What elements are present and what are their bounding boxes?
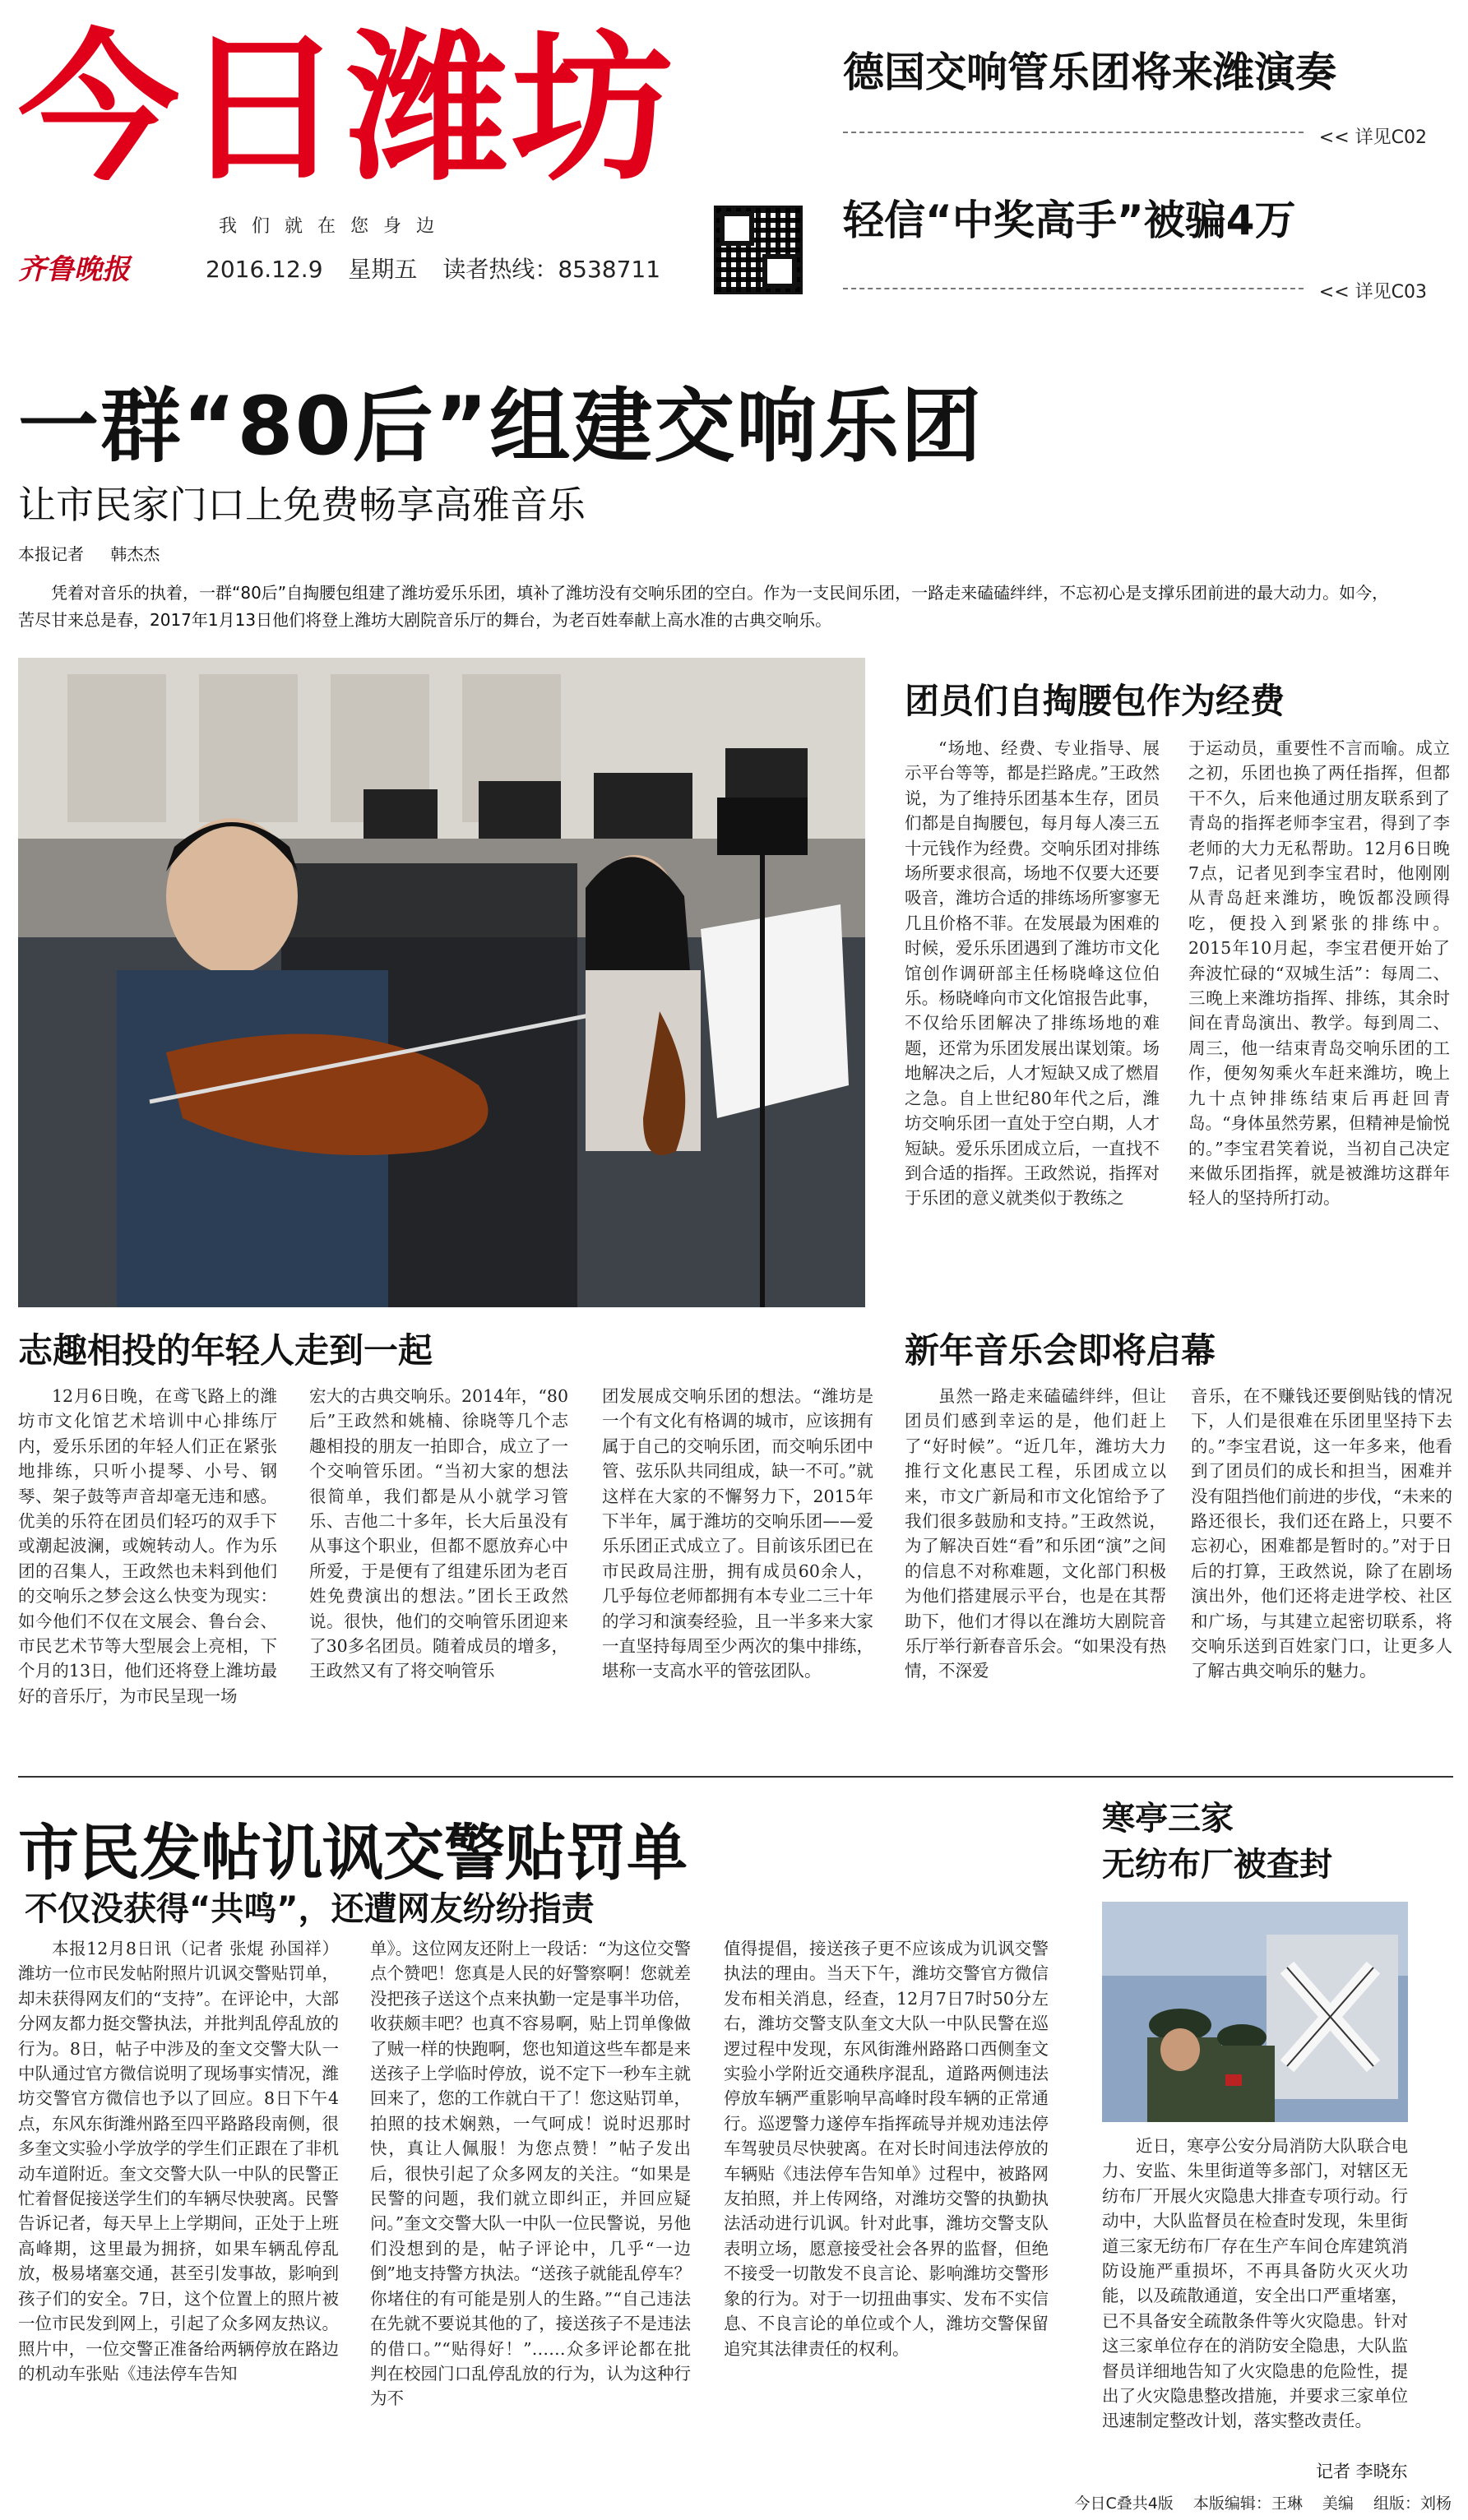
section-funding-col-a	[905, 736, 1160, 1295]
section-funding-col-b	[1188, 736, 1450, 1295]
teaser-divider-1	[843, 132, 1304, 133]
footer-editor: 本版编辑：王琳	[1192, 2495, 1303, 2513]
section-concert-col-a	[905, 1384, 1166, 1746]
story2-text-b: 单》。这位网友还附上一段话：“为这位交警点个赞吧！您真是人民的好警察啊！您就差没把孩子送这个点来执勤一定是事半功倍，收获颇丰吧？也真不容易啊，贴上罚单像做了贼一样的快跑啊，您也知道这些车都是来送孩子上学临时停放，说不定下一秒车主就回来了，您的工作就白干了！您这贴罚单，拍照的技术娴熟，一气呵成！说时迟那时快，真让人佩服！为您点赞！”帖子发出后，很快引起了众多网友的关注。“如果是民警的问题，我们就立即纠正，并回应疑问。”奎文交警大队一中队一位民警说，另他们没想到的是，帖子评论中，几乎“一边倒”地支持警方执法。“送孩子就能乱停车？你堵住的有可能是别人的生路。”“自己违法在先就不要说其他的了，接送孩子不是违法的借口。”“贴得好！”……众多评论都在批判在校园门口乱停乱放的行为，认为这种行为不	[370, 1939, 691, 2409]
section-funding-text-b: 于运动员，重要性不言而喻。成立之初，乐团也换了两任指挥，但都干不久，后来他通过朋友联系到了青岛的指挥老师李宝君，得到了李老师的大力无私帮助。12月6日晚7点，记者见到李宝君时，他刚刚从青岛赶来潍坊，晚饭都没顾得吃，便投入到紧张的排练中。2015年10月起，李宝君便开始了奔波忙碌的“双城生活”：每周二、三晚上来潍坊指挥、排练，其余时间在青岛演出、教学。每到周二、周三，他一结束青岛交响乐团的工作，便匆匆乘火车赶来潍坊，晚上九十点钟排练结束后再赶回青岛。“身体虽然劳累，但精神是愉悦的。”李宝君笑着说，当初自己决定来做乐团指挥，就是被潍坊这群年轻人的坚持所打动。	[1188, 738, 1450, 1209]
qr-code	[714, 206, 803, 294]
teaser-divider-2	[843, 288, 1304, 289]
section-like-minded-col-c	[602, 1384, 873, 1746]
lead-byline	[18, 541, 181, 565]
story2-subheadline: 不仅没获得“共鸣”，还遭网友纷纷指责	[25, 1890, 595, 1928]
story2-text-c: 值得提倡，接送孩子更不应该成为讥讽交警执法的理由。当天下午，潍坊交警官方微信发布相关消息，经查，12月7日7时50分左右，潍坊交警支队奎文大队一中队民警在巡逻过程中发现，东风街潍州路路口西侧奎文实验小学附近交通秩序混乱，道路两侧违法停放车辆严重影响早高峰时段车辆的正常通行。巡逻警力遂停车指挥疏导并规劝违法停车驾驶员尽快驶离。在对长时间违法停放的车辆贴《违法停车告知单》过程中，被路网友拍照，并上传网络，对潍坊交警的执勤执法活动进行讥讽。针对此事，潍坊交警支队表明立场，愿意接受社会各界的监督，但绝不接受一切散发不良言论、影响潍坊交警形象的行为。对于一切扭曲事实、发布不实信息、不良言论的单位或个人，潍坊交警保留追究其法律责任的权利。	[724, 1939, 1049, 2359]
reader-hotline: 读者热线：8538711	[442, 256, 661, 283]
masthead-logo: 今日潍坊	[18, 16, 677, 203]
story3-headline-line1: 寒亭三家	[1102, 1800, 1234, 1838]
section-like-minded-col-b	[309, 1384, 568, 1746]
footer-art-editor: 美编	[1322, 2495, 1354, 2513]
story2-headline: 市民发帖讥讽交警贴罚单	[18, 1818, 688, 1889]
section-concert-col-b	[1191, 1384, 1452, 1746]
story3-reporter: 记者 李晓东	[1316, 2462, 1408, 2481]
byline-name: 韩杰杰	[110, 544, 160, 564]
issue-date: 2016.12.9	[206, 256, 323, 283]
footer-page-info: 今日C叠共4版	[1074, 2495, 1174, 2513]
section-funding-text-a: “场地、经费、专业指导、展示平台等等，都是拦路虎。”王政然说，为了维持乐团基本生存，团员们都是自掏腰包，每月每人凑三五十元钱作为经费。交响乐团对排练场所要求很高，场地不仅要大还要吸音，潍坊合适的排练场所寥寥无几且价格不菲。在发展最为困难的时候，爱乐乐团遇到了潍坊市文化馆创作调研部主任杨晓峰这位伯乐。杨晓峰向市文化馆报告此事，不仅给乐团解决了排练场地的难题，还常为乐团发展出谋划策。场地解决之后，人才短缺又成了燃眉之急。自上世纪80年代之后，潍坊交响乐团一直处于空白期，人才短缺。爱乐乐团成立后，一直找不到合适的指挥。王政然说，指挥对于乐团的意义就类似于教练之	[905, 738, 1160, 1209]
section-like-minded-col-a	[18, 1384, 277, 1746]
byline-label: 本报记者	[18, 544, 84, 564]
section-head-concert: 新年音乐会即将启幕	[905, 1330, 1216, 1371]
paper-brand: 齐鲁晚报	[18, 253, 130, 286]
story3-text: 近日，寒亭公安分局消防大队联合电力、安监、朱里街道等多部门，对辖区无纺布厂开展火灾隐患大排查专项行动。行动中，大队监督员在检查时发现，朱里街道三家无纺布厂存在生产车间仓库建筑消防设施严重损坏，不再具备防火灭火功能，以及疏散通道，安全出口严重堵塞，已不具备安全疏散条件等火灾隐患。针对这三家单位存在的消防安全隐患，大队监督员详细地告知了火灾隐患的危险性，提出了火灾隐患整改措施，并要求三家单位迅速制定整改计划，落实整改责任。	[1102, 2136, 1408, 2431]
teaser-ref-2[interactable]: << 详见C03	[1318, 282, 1427, 303]
masthead-slogan: 我们就在您身边	[219, 216, 450, 237]
section-concert-text-b: 音乐，在不赚钱还要倒贴钱的情况下，人们是很难在乐团里坚持下去的。”李宝君说，这一年多来，他看到了团员们的成长和担当，困难并没有阻挡他们前进的步伐，“未来的路还很长，我们还在路上，只要不忘初心，困难都是暂时的。”对于日后的打算，王政然说，除了在剧场演出外，他们还将走进学校、社区和广场，与其建立起密切联系，将交响乐送到百姓家门口，让更多人了解古典交响乐的魅力。	[1191, 1386, 1452, 1681]
story2-text-a: 本报12月8日讯（记者 张焜 孙国祥）潍坊一位市民发帖附照片讥讽交警贴罚单，却未获得网友们的“支持”。在评论中，大部分网友都力挺交警执法，并批判乱停乱放的行为。8日，帖子中涉及的奎文交警大队一中队通过官方微信说明了现场事实情况，潍坊交警官方微信也予以了回应。8日下午4点，东风东街潍州路至四平路路段南侧，很多奎文实验小学放学的学生们正跟在了非机动车道附近。奎文交警大队一中队的民警正忙着督促接送学生们的车辆尽快驶离。民警告诉记者，每天早上上学期间，正处于上班高峰期，这里最为拥挤，如果车辆乱停乱放，极易堵塞交通，甚至引发事故，影响到孩子们的安全。7日，这个位置上的照片被一位市民发到网上，引起了众多网友热议。照片中，一位交警正准备给两辆停放在路边的机动车张贴《违法停车告知	[18, 1939, 339, 2384]
orchestra-rehearsal-photo	[18, 658, 865, 1307]
teaser-title-1[interactable]: 德国交响管乐团将来潍演奏	[843, 49, 1336, 96]
issue-line	[206, 252, 678, 284]
section-like-minded-text-a: 12月6日晚，在鸢飞路上的潍坊市文化馆艺术培训中心排练厅内，爱乐乐团的年轻人们正在紧张地排练，只听小提琴、小号、钢琴、架子鼓等声音却毫无违和感。优美的乐符在团员们轻巧的双手下或潮起波澜，或婉转动人。作为乐团的召集人，王政然也未料到他们的交响乐之梦会这么快变为现实：如今他们不仅在文展会、鲁台会、市民艺术节等大型展会上亮相，下个月的13日，他们还将登上潍坊最好的音乐厅，为市民呈现一场	[18, 1386, 277, 1706]
lead-headline: 一群“80后”组建交响乐团	[18, 380, 984, 474]
story-divider	[18, 1776, 1453, 1778]
section-head-funding: 团员们自掏腰包作为经费	[905, 681, 1285, 721]
section-like-minded-text-c: 团发展成交响乐团的想法。“潍坊是一个有文化有格调的城市，应该拥有属于自己的交响乐团，而交响乐团中管、弦乐队共同组成，缺一不可。”就这样在大家的不懈努力下，2015年下半年，属于潍坊的交响乐团——爱乐乐团正式成立了。目前该乐团已在市民政局注册，拥有成员60余人，几乎每位老师都拥有本专业二三十年的学习和演奏经验，且一半多来大家一直坚持每周至少两次的集中排练，堪称一支高水平的管弦团队。	[602, 1386, 873, 1681]
section-concert-text-a: 虽然一路走来磕磕绊绊，但让团员们感到幸运的是，他们赶上了“好时候”。“近几年，潍坊大力推行文化惠民工程，乐团成立以来，市文广新局和市文化馆给予了我们很多鼓励和支持。”王政然说，为了解决百姓“看”和乐团“演”之间的信息不对称难题，文化部门积极为他们搭建展示平台，也是在其帮助下，他们才得以在潍坊大剧院音乐厅举行新春音乐会。“如果没有热情，不深爱	[905, 1386, 1166, 1681]
footer-layout: 组版：刘杨	[1373, 2495, 1452, 2513]
lead-intro: 凭着对音乐的执着，一群“80后”自掏腰包组建了潍坊爱乐乐团，填补了潍坊没有交响乐团的空白。作为一支民间乐团，一路走来磕磕绊绊，不忘初心是支撑乐团前进的最大动力。如今，苦尽甘来总是春，2017年1月13日他们将登上潍坊大剧院音乐厅的舞台，为老百姓奉献上高水准的古典交响乐。	[18, 583, 1389, 630]
story3-headline-line2: 无纺布厂被查封	[1102, 1846, 1332, 1884]
section-head-like-minded: 志趣相投的年轻人走到一起	[18, 1330, 433, 1371]
teaser-ref-1[interactable]: << 详见C02	[1318, 127, 1427, 148]
issue-weekday: 星期五	[348, 256, 418, 283]
story3-body	[1102, 2134, 1408, 2467]
factory-seal-photo	[1102, 1902, 1408, 2122]
lead-subheadline: 让市民家门口上免费畅享高雅音乐	[18, 483, 586, 527]
section-like-minded-text-b: 宏大的古典交响乐。2014年，“80后”王政然和姚楠、徐晓等几个志趣相投的朋友一拍即合，成立了一个交响管乐团。“当初大家的想法很简单，我们都是从小就学习管乐、吉他二十多年，长大后虽没有从事这个职业，但都不愿放弃心中所爱，于是便有了组建乐团为老百姓免费演出的想法。”团长王政然说。很快，他们的交响管乐团迎来了30多名团员。随着成员的增多，王政然又有了将交响管乐	[309, 1386, 568, 1681]
page-footer	[1059, 2491, 1452, 2513]
teaser-title-2[interactable]: 轻信“中奖高手”被骗4万	[843, 197, 1296, 244]
story2-col-b	[370, 1936, 691, 2483]
story2-col-a	[18, 1936, 339, 2483]
story2-col-c	[724, 1936, 1049, 2483]
